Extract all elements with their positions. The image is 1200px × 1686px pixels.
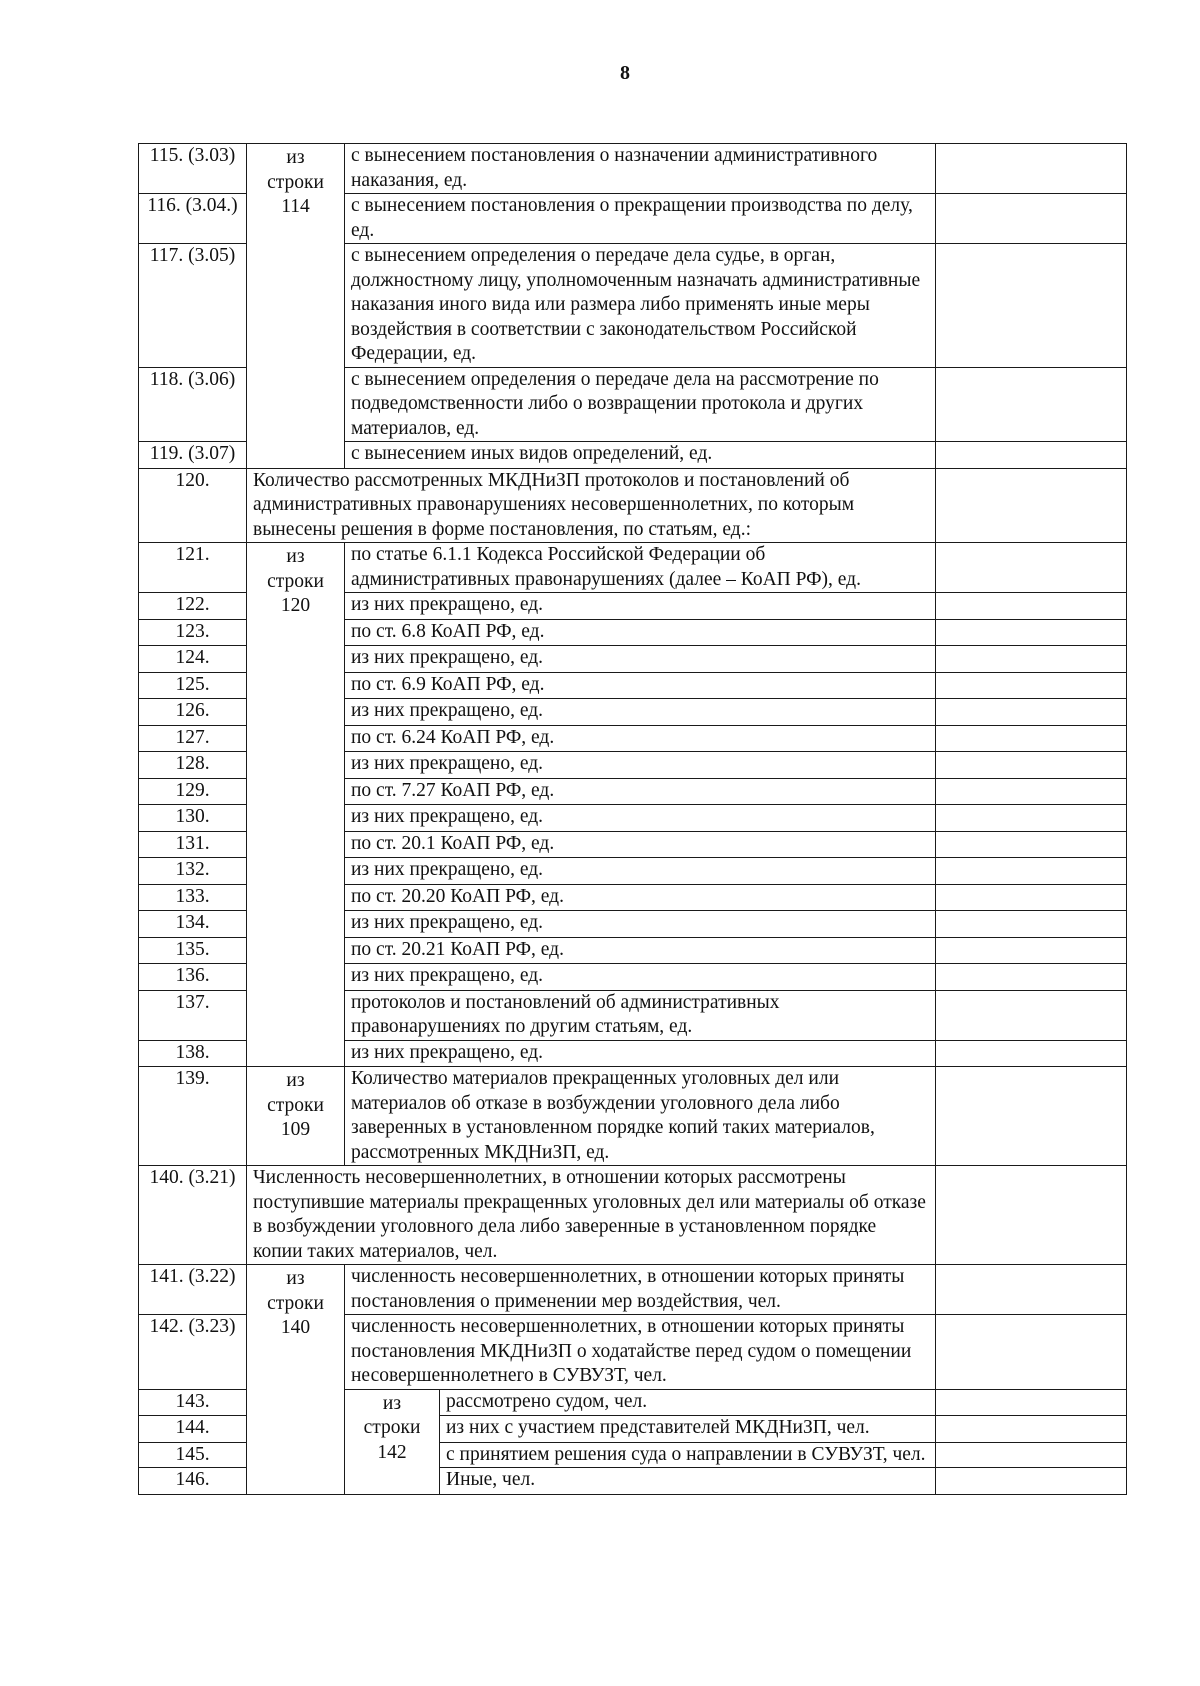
row-description: численность несовершеннолетних, в отношении которых приняты постановления о применении мер воздействия, чел. <box>345 1265 936 1315</box>
group-source-row: 120 <box>280 595 311 616</box>
value-cell[interactable] <box>936 144 1127 194</box>
row-number: 125. <box>139 672 247 699</box>
row-description: с вынесением иных видов определений, ед. <box>345 442 936 469</box>
row-number: 128. <box>139 752 247 779</box>
value-cell[interactable] <box>936 831 1127 858</box>
value-cell[interactable] <box>936 646 1127 673</box>
group-source-row: 142 <box>377 1441 407 1463</box>
row-label: строки <box>267 570 324 592</box>
group-source-row: 140 <box>280 1317 311 1338</box>
row-description: с принятием решения суда о направлении в СУВУЗТ, чел. <box>440 1442 936 1468</box>
value-cell[interactable] <box>936 858 1127 885</box>
row-description: из них прекращено, ед. <box>345 911 936 938</box>
value-cell[interactable] <box>936 805 1127 832</box>
row-number: 124. <box>139 646 247 673</box>
value-cell[interactable] <box>936 884 1127 911</box>
row-number: 144. <box>139 1416 247 1443</box>
row-description: с вынесением определения о передаче дела на рассмотрение по подведомственности либо о возвращении протокола и других материалов, ед. <box>345 367 936 442</box>
row-label: строки <box>267 1292 324 1314</box>
row-description: по ст. 20.20 КоАП РФ, ед. <box>345 884 936 911</box>
group-label-from-row-114 <box>247 144 345 469</box>
group-label-from-row-109 <box>247 1067 345 1166</box>
row-number: 126. <box>139 699 247 726</box>
value-cell[interactable] <box>936 1389 1127 1416</box>
from-label: из <box>286 1268 305 1289</box>
value-cell[interactable] <box>936 964 1127 991</box>
row-number: 115. (3.03) <box>139 144 247 194</box>
value-cell[interactable] <box>936 911 1127 938</box>
row-description: из них с участием представителей МКДНиЗП, чел. <box>440 1416 936 1443</box>
row-description: Количество рассмотренных МКДНиЗП протоколов и постановлений об административных правонарушениях несовершеннолетних, по которым вынесены решения в форме постановления, по статьям, ед.: <box>247 468 936 543</box>
row-number: 122. <box>139 593 247 620</box>
row-label: строки <box>267 171 324 193</box>
row-number: 136. <box>139 964 247 991</box>
row-number: 120. <box>139 468 247 543</box>
value-cell[interactable] <box>936 937 1127 964</box>
row-number: 141. (3.22) <box>139 1265 247 1315</box>
group-label-from-row-142 <box>345 1389 440 1494</box>
row-number: 146. <box>139 1468 247 1495</box>
table-row <box>139 468 1127 543</box>
value-cell[interactable] <box>936 699 1127 726</box>
row-description: по ст. 20.21 КоАП РФ, ед. <box>345 937 936 964</box>
row-number: 119. (3.07) <box>139 442 247 469</box>
row-number: 121. <box>139 543 247 593</box>
value-cell[interactable] <box>936 593 1127 620</box>
row-number: 134. <box>139 911 247 938</box>
row-number: 142. (3.23) <box>139 1315 247 1390</box>
value-cell[interactable] <box>936 1040 1127 1067</box>
row-number: 145. <box>139 1442 247 1468</box>
row-label: строки <box>363 1417 421 1438</box>
value-cell[interactable] <box>936 725 1127 752</box>
row-number: 133. <box>139 884 247 911</box>
row-number: 130. <box>139 805 247 832</box>
row-description: с вынесением постановления о назначении административного наказания, ед. <box>345 144 936 194</box>
row-number: 135. <box>139 937 247 964</box>
value-cell[interactable] <box>936 1468 1127 1495</box>
row-number: 116. (3.04.) <box>139 194 247 244</box>
row-number: 117. (3.05) <box>139 244 247 368</box>
row-description: из них прекращено, ед. <box>345 646 936 673</box>
row-description: из них прекращено, ед. <box>345 805 936 832</box>
row-number: 123. <box>139 619 247 646</box>
value-cell[interactable] <box>936 1067 1127 1166</box>
row-description: по ст. 6.24 КоАП РФ, ед. <box>345 725 936 752</box>
row-description: по статье 6.1.1 Кодекса Российской Федерации об административных правонарушениях (далее – КоАП РФ), ед. <box>345 543 936 593</box>
value-cell[interactable] <box>936 442 1127 469</box>
page-number: 8 <box>620 62 630 84</box>
group-label-from-row-140 <box>247 1265 345 1495</box>
from-label: из <box>286 147 305 168</box>
group-label-from-row-120 <box>247 543 345 1067</box>
group-source-row: 114 <box>281 196 310 217</box>
row-number: 131. <box>139 831 247 858</box>
row-description: по ст. 7.27 КоАП РФ, ед. <box>345 778 936 805</box>
value-cell[interactable] <box>936 1166 1127 1265</box>
row-number: 129. <box>139 778 247 805</box>
row-description: из них прекращено, ед. <box>345 858 936 885</box>
row-description: из них прекращено, ед. <box>345 964 936 991</box>
row-description: из них прекращено, ед. <box>345 699 936 726</box>
value-cell[interactable] <box>936 367 1127 442</box>
table-row <box>139 1166 1127 1265</box>
row-description: из них прекращено, ед. <box>345 593 936 620</box>
row-description: из них прекращено, ед. <box>345 752 936 779</box>
value-cell[interactable] <box>936 543 1127 593</box>
row-number: 138. <box>139 1040 247 1067</box>
row-number: 132. <box>139 858 247 885</box>
row-number: 143. <box>139 1389 247 1416</box>
from-label: из <box>382 1392 402 1414</box>
row-description: из них прекращено, ед. <box>345 1040 936 1067</box>
value-cell[interactable] <box>936 1315 1127 1390</box>
value-cell[interactable] <box>936 194 1127 244</box>
value-cell[interactable] <box>936 672 1127 699</box>
row-number: 139. <box>139 1067 247 1166</box>
value-cell[interactable] <box>936 1442 1127 1468</box>
table-row <box>139 144 1127 194</box>
row-description: с вынесением постановления о прекращении производства по делу, ед. <box>345 194 936 244</box>
table-row <box>139 543 1127 593</box>
table-row <box>139 1067 1127 1166</box>
from-label: из <box>286 546 305 567</box>
row-label: строки <box>267 1094 324 1116</box>
row-number: 140. (3.21) <box>139 1166 247 1265</box>
value-cell[interactable] <box>936 244 1127 368</box>
group-source-row: 109 <box>280 1119 311 1140</box>
row-description: с вынесением определения о передаче дела судье, в орган, должностному лицу, уполномоченным назначать административные наказания иного вида или размера либо применять иные меры воздействия в соответствии с законодательством Российской Федерации, ед. <box>345 244 936 368</box>
value-cell[interactable] <box>936 619 1127 646</box>
value-cell[interactable] <box>936 1265 1127 1315</box>
row-number: 137. <box>139 990 247 1040</box>
row-description: численность несовершеннолетних, в отношении которых приняты постановления МКДНиЗП о ходатайстве перед судом о помещении несовершеннолетнего в СУВУЗТ, чел. <box>345 1315 936 1390</box>
value-cell[interactable] <box>936 1416 1127 1443</box>
value-cell[interactable] <box>936 752 1127 779</box>
row-description: Численность несовершеннолетних, в отношении которых рассмотрены поступившие материалы прекращенных уголовных дел или материалы об отказе в возбуждении уголовного дела либо заверенные в установленном порядке копии таких материалов, чел. <box>247 1166 936 1265</box>
row-description: Количество материалов прекращенных уголовных дел или материалов об отказе в возбуждении уголовного дела либо заверенных в установленном порядке копий таких материалов, рассмотренных МКДНиЗП, ед. <box>345 1067 936 1166</box>
value-cell[interactable] <box>936 778 1127 805</box>
row-number: 118. (3.06) <box>139 367 247 442</box>
value-cell[interactable] <box>936 468 1127 543</box>
statistics-form-table <box>138 143 1127 1495</box>
row-description: по ст. 6.8 КоАП РФ, ед. <box>345 619 936 646</box>
row-description: по ст. 6.9 КоАП РФ, ед. <box>345 672 936 699</box>
row-description: рассмотрено судом, чел. <box>440 1389 936 1416</box>
row-description: Иные, чел. <box>440 1468 936 1495</box>
value-cell[interactable] <box>936 990 1127 1040</box>
row-description: протоколов и постановлений об административных правонарушениях по другим статьям, ед. <box>345 990 936 1040</box>
row-number: 127. <box>139 725 247 752</box>
from-label: из <box>286 1070 305 1091</box>
row-description: по ст. 20.1 КоАП РФ, ед. <box>345 831 936 858</box>
table-row <box>139 1265 1127 1315</box>
